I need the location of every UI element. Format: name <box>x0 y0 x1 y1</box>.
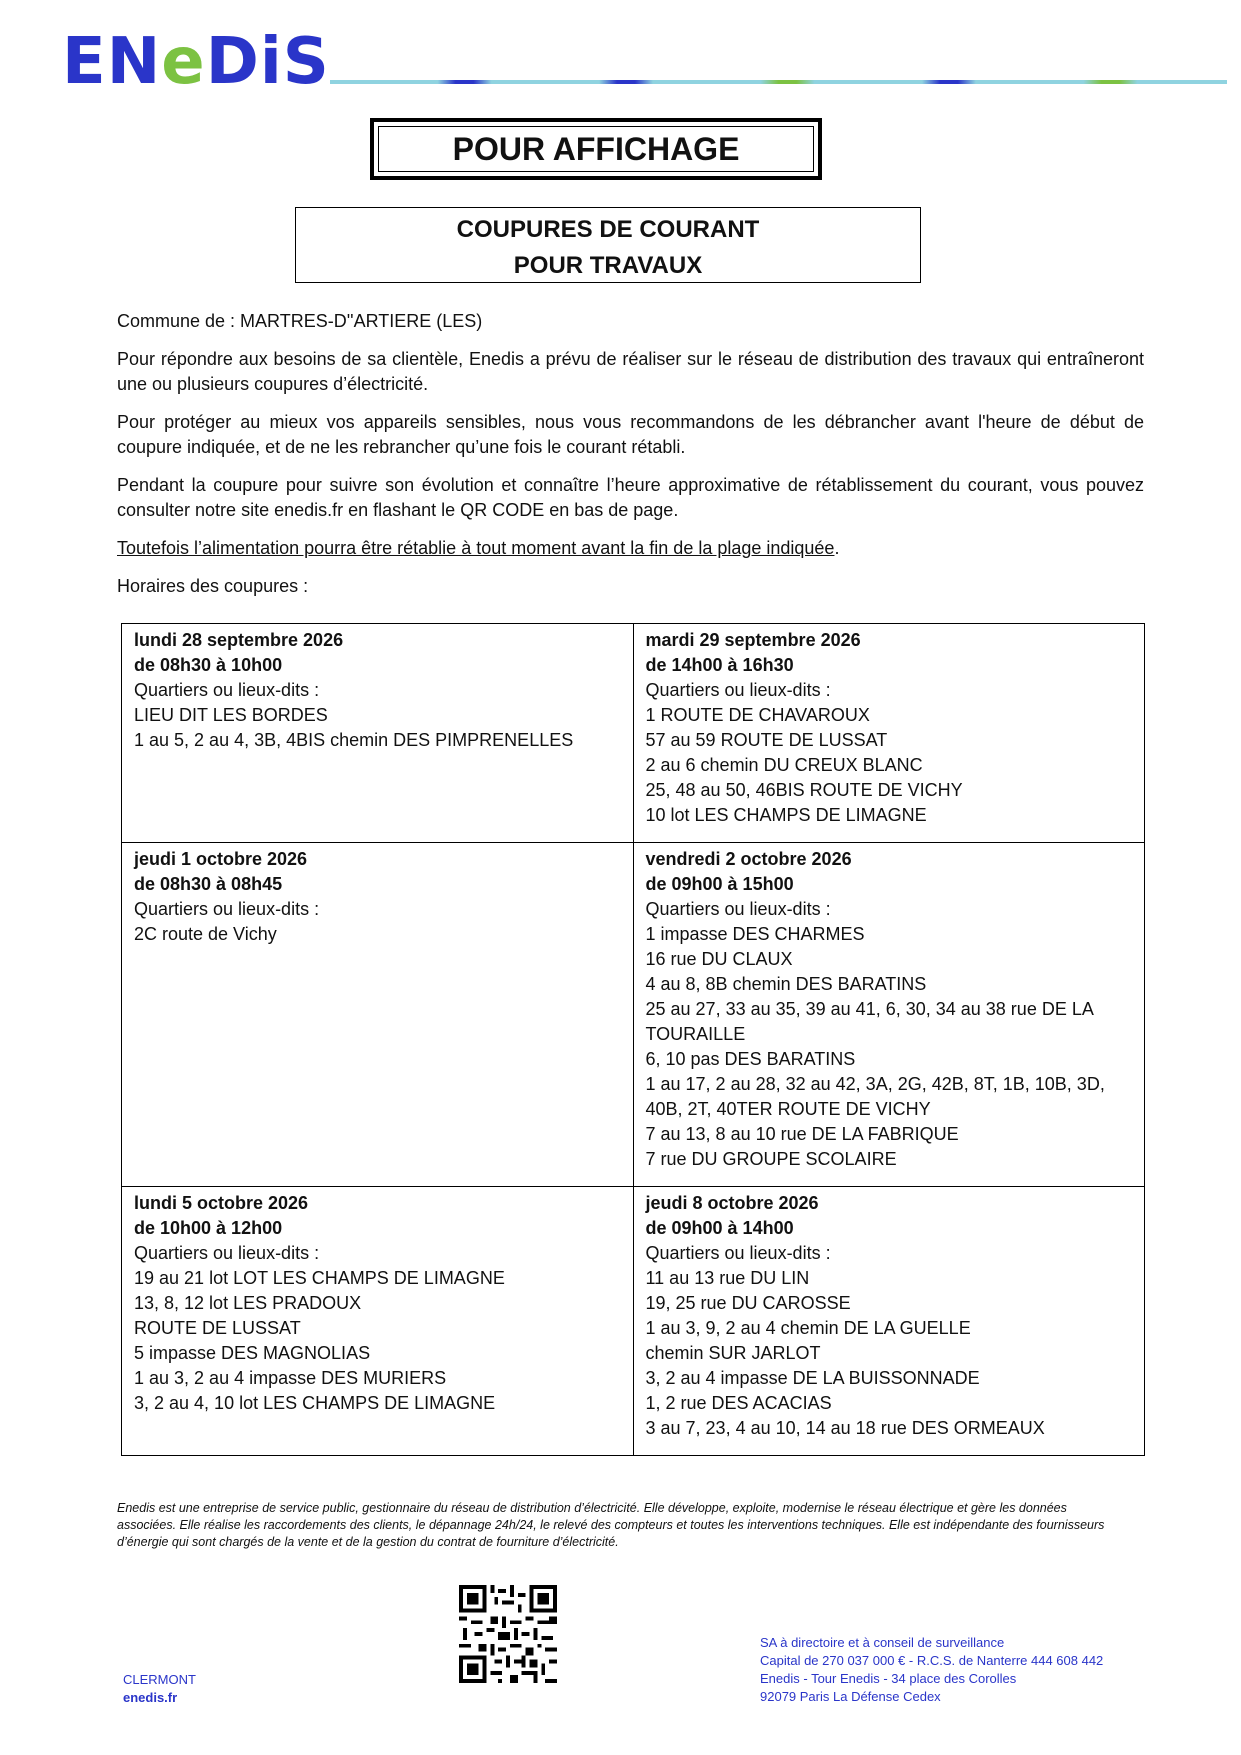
cell-date: lundi 5 octobre 2026 <box>134 1193 309 1213</box>
footer-address-line: SA à directoire et à conseil de surveillance <box>760 1635 1005 1650</box>
enedis-logo: ENeDiS <box>62 25 330 99</box>
place-line: 25, 48 au 50, 46BIS ROUTE DE VICHY <box>645 780 963 800</box>
cell-date: mardi 29 septembre 2026 <box>645 630 861 650</box>
footer-address-line: Enedis - Tour Enedis - 34 place des Corolles <box>760 1671 1017 1686</box>
cell-label: Quartiers ou lieux-dits : <box>134 680 320 700</box>
table-row <box>122 843 1145 1187</box>
schedule-table <box>121 623 1145 1456</box>
place-line: 1 au 17, 2 au 28, 32 au 42, 3A, 2G, 42B, 8T, 1B, 10B, 3D, 40B, 2T, 40TER ROUTE DE VICHY <box>645 1074 1105 1119</box>
notice-line: Toutefois l’alimentation pourra être rétablie à tout moment avant la fin de la plage indiquée. <box>117 538 840 558</box>
cell-date: vendredi 2 octobre 2026 <box>645 849 852 869</box>
footer-disclaimer: Enedis est une entreprise de service public, gestionnaire du réseau de distribution d’électricité. Elle développe, exploite, modernise le réseau électrique et gère les données associées. Elle réalise les raccordements des clients, le dépannage 24h/24, le relevé des compteurs et toutes les interventions techniques. Elle est indépendante des fournisseurs d’énergie qui sont chargés de la vente et de la gestion du contrat de fourniture d’électricité. <box>117 1501 1105 1549</box>
place-line: 1 au 5, 2 au 4, 3B, 4BIS chemin DES PIMPRENELLES <box>134 730 574 750</box>
place-line: 19, 25 rue DU CAROSSE <box>645 1293 851 1313</box>
place-line: LIEU DIT LES BORDES <box>134 705 328 725</box>
schedule-cell <box>633 624 1145 843</box>
table-row <box>122 1187 1145 1456</box>
paragraph-3: Pendant la coupure pour suivre son évolution et connaître l’heure approximative de rétablissement du courant, vous pouvez consulter notre site enedis.fr en flashant le QR CODE en bas de page. <box>117 475 1144 520</box>
cell-time: de 10h00 à 12h00 <box>134 1218 283 1238</box>
cell-label: Quartiers ou lieux-dits : <box>645 899 831 919</box>
cell-time: de 14h00 à 16h30 <box>645 655 794 675</box>
cell-time: de 08h30 à 08h45 <box>134 874 283 894</box>
place-line: 10 lot LES CHAMPS DE LIMAGNE <box>645 805 927 825</box>
notice-underlined: Toutefois l’alimentation pourra être rétablie à tout moment avant la fin de la plage indiquée <box>117 538 835 558</box>
cell-label: Quartiers ou lieux-dits : <box>645 1243 831 1263</box>
place-line: chemin SUR JARLOT <box>645 1343 821 1363</box>
place-line: 1 au 3, 9, 2 au 4 chemin DE LA GUELLE <box>645 1318 971 1338</box>
cell-label: Quartiers ou lieux-dits : <box>134 1243 320 1263</box>
pour-affichage-title: POUR AFFICHAGE <box>452 130 740 167</box>
place-line: 3, 2 au 4 impasse DE LA BUISSONNADE <box>645 1368 980 1388</box>
header-divider <box>330 80 1227 84</box>
paragraph-1: Pour répondre aux besoins de sa clientèle, Enedis a prévu de réaliser sur le réseau de distribution des travaux qui entraîneront une ou plusieurs coupures d’électricité. <box>117 349 1144 394</box>
commune-line: Commune de : MARTRES-D''ARTIERE (LES) <box>117 311 483 331</box>
footer-address-block <box>760 1634 1103 1706</box>
footer-city-block <box>123 1671 196 1707</box>
cell-time: de 09h00 à 14h00 <box>645 1218 794 1238</box>
cell-date: lundi 28 septembre 2026 <box>134 630 344 650</box>
place-line: 11 au 13 rue DU LIN <box>645 1268 810 1288</box>
place-line: 4 au 8, 8B chemin DES BARATINS <box>645 974 927 994</box>
place-line: 1 au 3, 2 au 4 impasse DES MURIERS <box>134 1368 447 1388</box>
coupures-title-box <box>295 207 921 283</box>
place-line: 13, 8, 12 lot LES PRADOUX <box>134 1293 362 1313</box>
cell-time: de 08h30 à 10h00 <box>134 655 283 675</box>
place-line: 7 rue DU GROUPE SCOLAIRE <box>645 1149 897 1169</box>
cell-date: jeudi 8 octobre 2026 <box>645 1193 819 1213</box>
schedule-cell <box>633 1187 1145 1456</box>
place-line: 1 ROUTE DE CHAVAROUX <box>645 705 870 725</box>
footer-address-line: 92079 Paris La Défense Cedex <box>760 1689 941 1704</box>
horaires-label: Horaires des coupures : <box>117 576 309 596</box>
intro-text <box>117 309 1144 612</box>
cell-label: Quartiers ou lieux-dits : <box>134 899 320 919</box>
table-row <box>122 624 1145 843</box>
place-line: 57 au 59 ROUTE DE LUSSAT <box>645 730 888 750</box>
coupures-title-line2: POUR TRAVAUX <box>513 252 703 279</box>
place-line: 7 au 13, 8 au 10 rue DE LA FABRIQUE <box>645 1124 959 1144</box>
place-line: 25 au 27, 33 au 35, 39 au 41, 6, 30, 34 au 38 rue DE LA TOURAILLE <box>645 999 1093 1044</box>
schedule-cell <box>122 624 634 843</box>
coupures-title-line1: COUPURES DE COURANT <box>456 216 760 243</box>
schedule-cell <box>122 843 634 1187</box>
footer-address-line: Capital de 270 037 000 € - R.C.S. de Nanterre 444 608 442 <box>760 1653 1104 1668</box>
paragraph-2: Pour protéger au mieux vos appareils sensibles, nous vous recommandons de les débrancher avant l'heure de début de coupure indiquée, et de ne les rebrancher qu’une fois le courant rétabli. <box>117 412 1144 457</box>
place-line: 6, 10 pas DES BARATINS <box>645 1049 856 1069</box>
place-line: 2 au 6 chemin DU CREUX BLANC <box>645 755 923 775</box>
place-line: 3 au 7, 23, 4 au 10, 14 au 18 rue DES ORMEAUX <box>645 1418 1045 1438</box>
cell-time: de 09h00 à 15h00 <box>645 874 794 894</box>
place-line: 16 rue DU CLAUX <box>645 949 793 969</box>
footer-website-link[interactable]: enedis.fr <box>123 1690 178 1705</box>
qr-code-icon[interactable] <box>459 1585 557 1683</box>
place-line: 3, 2 au 4, 10 lot LES CHAMPS DE LIMAGNE <box>134 1393 496 1413</box>
place-line: 19 au 21 lot LOT LES CHAMPS DE LIMAGNE <box>134 1268 505 1288</box>
footer-city: CLERMONT <box>123 1672 196 1687</box>
pour-affichage-box <box>370 118 822 180</box>
place-line: 5 impasse DES MAGNOLIAS <box>134 1343 371 1363</box>
cell-date: jeudi 1 octobre 2026 <box>134 849 308 869</box>
schedule-cell <box>633 843 1145 1187</box>
schedule-cell <box>122 1187 634 1456</box>
place-line: 2C route de Vichy <box>134 924 277 944</box>
place-line: ROUTE DE LUSSAT <box>134 1318 301 1338</box>
place-line: 1, 2 rue DES ACACIAS <box>645 1393 832 1413</box>
cell-label: Quartiers ou lieux-dits : <box>645 680 831 700</box>
place-line: 1 impasse DES CHARMES <box>645 924 865 944</box>
